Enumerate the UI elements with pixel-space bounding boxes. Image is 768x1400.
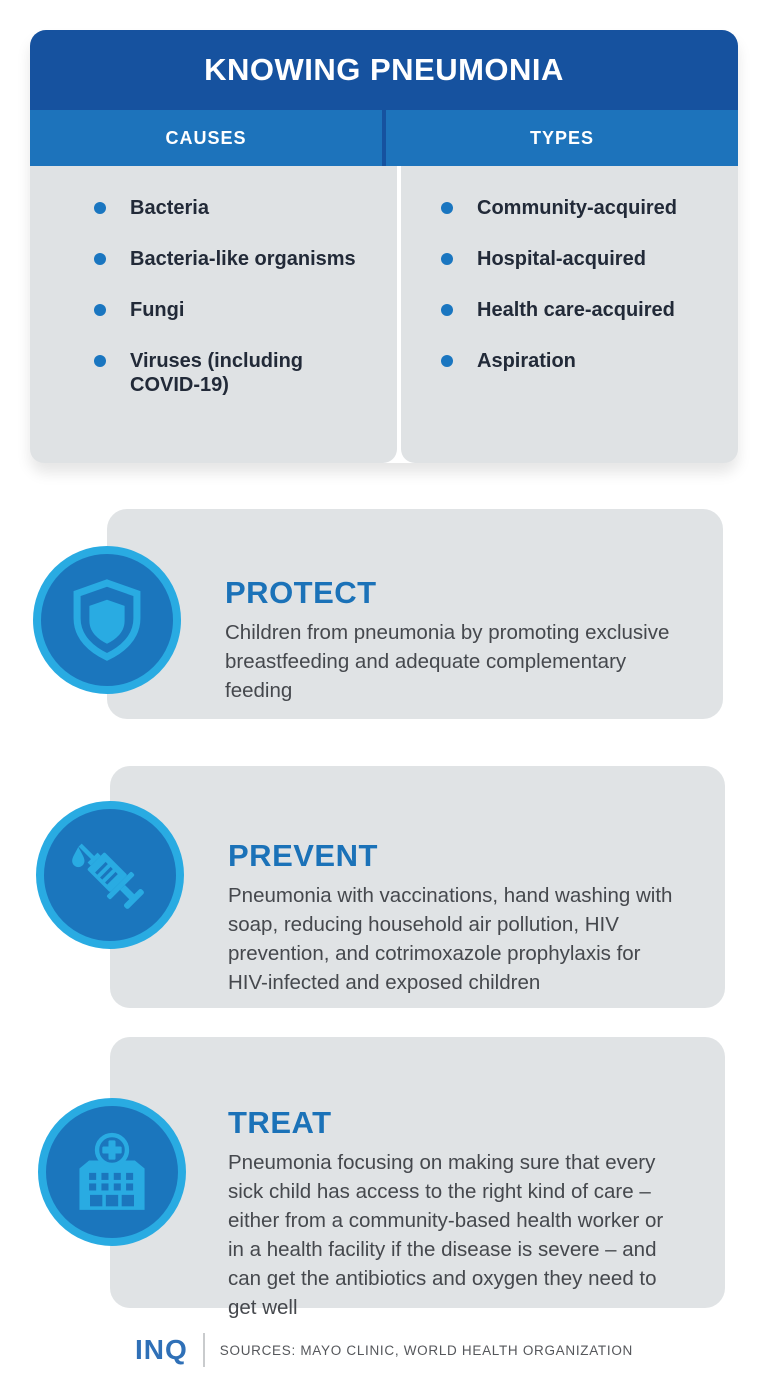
list-item: Fungi	[94, 298, 377, 322]
prevent-title: PREVENT	[228, 837, 378, 873]
list-item: Hospital-acquired	[441, 247, 724, 271]
protect-icon-badge	[33, 546, 181, 694]
protect-card	[107, 509, 723, 719]
treat-card	[110, 1037, 725, 1320]
prevent-description: Pneumonia with vaccinations, hand washing with soap, reducing household air pollution, HIV prevention, and cotrimoxazole prophylaxis for HIV-infected and exposed children	[228, 883, 673, 994]
list-item: Viruses (including COVID-19)	[94, 349, 377, 397]
knowing-pneumonia-table	[30, 30, 738, 463]
sources-text: SOURCES: MAYO CLINIC, WORLD HEALTH ORGANIZATION	[219, 1342, 633, 1358]
protect-description: Children from pneumonia by promoting exclusive breastfeeding and adequate complementary feeding	[225, 620, 670, 702]
footer	[0, 1328, 768, 1372]
column-header-causes: CAUSES	[30, 110, 382, 166]
causes-panel	[30, 166, 397, 463]
list-item: Bacteria-like organisms	[94, 247, 377, 271]
types-list	[441, 196, 724, 373]
list-item: Health care-acquired	[441, 298, 724, 322]
prevent-card	[110, 766, 725, 1008]
syringe-icon	[66, 831, 154, 919]
table-body	[30, 166, 738, 463]
types-panel	[401, 166, 738, 463]
shield-icon	[63, 576, 151, 664]
column-header-row	[30, 110, 738, 166]
list-item: Bacteria	[94, 196, 377, 220]
treat-title: TREAT	[228, 1104, 332, 1140]
protect-title: PROTECT	[225, 574, 377, 610]
inq-logo: INQ	[135, 1334, 188, 1365]
hospital-icon	[68, 1128, 156, 1216]
column-header-types: TYPES	[386, 110, 738, 166]
page-title: KNOWING PNEUMONIA	[30, 30, 738, 110]
treat-description: Pneumonia focusing on making sure that every sick child has access to the right kind of care – either from a community-based health worker or in a health facility if the disease is severe – and can get the antibiotics and oxygen they need to get well	[228, 1150, 664, 1320]
treat-icon-badge	[38, 1098, 186, 1246]
list-item: Community-acquired	[441, 196, 724, 220]
footer-divider	[203, 1333, 205, 1367]
list-item: Aspiration	[441, 349, 724, 373]
causes-list	[94, 196, 377, 397]
prevent-icon-badge	[36, 801, 184, 949]
